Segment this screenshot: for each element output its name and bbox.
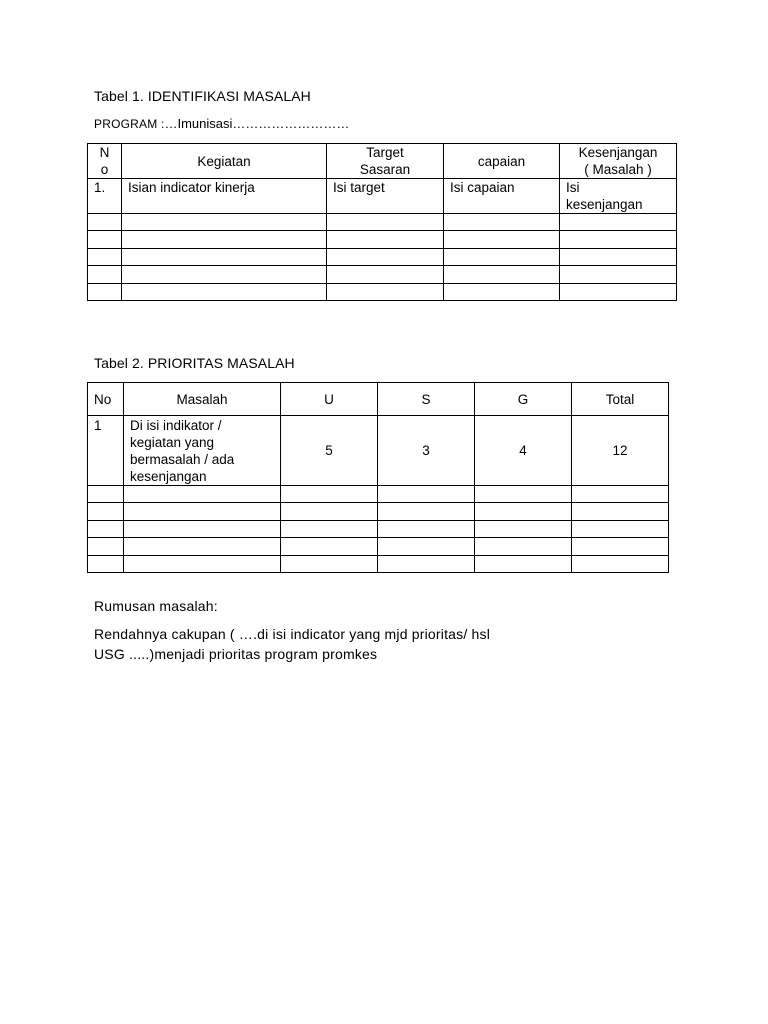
cell-s: 3 [378,416,475,486]
cell-g: 4 [475,416,572,486]
header-u: U [281,383,378,416]
table-row [88,416,669,486]
header-s: S [378,383,475,416]
cell-kegiatan: Isian indicator kinerja [122,179,327,214]
table-row-empty [88,231,677,249]
rumusan-line-2: USG .....)menjadi prioritas program promkes [94,646,378,662]
table-row-empty [88,284,677,301]
header-capaian: capaian [444,144,560,179]
table2-header-row [88,383,669,416]
table-row-empty [88,214,677,231]
cell-target: Isi target [327,179,444,214]
table-row-empty [88,486,669,503]
rumusan-line-1: Rendahnya cakupan ( ….di isi indicator yang mjd prioritas/ hsl [94,626,491,642]
cell-kesenjangan: Isi kesenjangan [560,179,677,214]
table-row-empty [88,521,669,538]
header-masalah: Masalah [124,383,281,416]
table-row [88,179,677,214]
header-total: Total [572,383,669,416]
cell-no: 1. [88,179,122,214]
table-row-empty [88,249,677,266]
table1-title: Tabel 1. IDENTIFIKASI MASALAH [94,88,311,104]
cell-masalah: Di isi indikator / kegiatan yang bermasalah / ada kesenjangan [124,416,281,486]
program-label: PROGRAM : [94,117,165,131]
cell-u: 5 [281,416,378,486]
cell-capaian: Isi capaian [444,179,560,214]
problem-priority-table [87,382,669,573]
header-no: N o [88,144,122,179]
rumusan-text [94,624,490,664]
header-target-sasaran: Target Sasaran [327,144,444,179]
cell-total: 12 [572,416,669,486]
table2-title: Tabel 2. PRIORITAS MASALAH [94,355,295,371]
table-row-empty [88,503,669,521]
table-row-empty [88,266,677,284]
table1-header-row [88,144,677,179]
rumusan-label: Rumusan masalah: [94,598,218,614]
header-kegiatan: Kegiatan [122,144,327,179]
header-kesenjangan: Kesenjangan ( Masalah ) [560,144,677,179]
header-g: G [475,383,572,416]
header-no: No [88,383,124,416]
program-value: …Imunisasi……………………… [164,116,350,131]
table-row-empty [88,538,669,556]
cell-no: 1 [88,416,124,486]
table-row-empty [88,556,669,573]
problem-identification-table [87,143,677,301]
program-line [94,116,349,131]
